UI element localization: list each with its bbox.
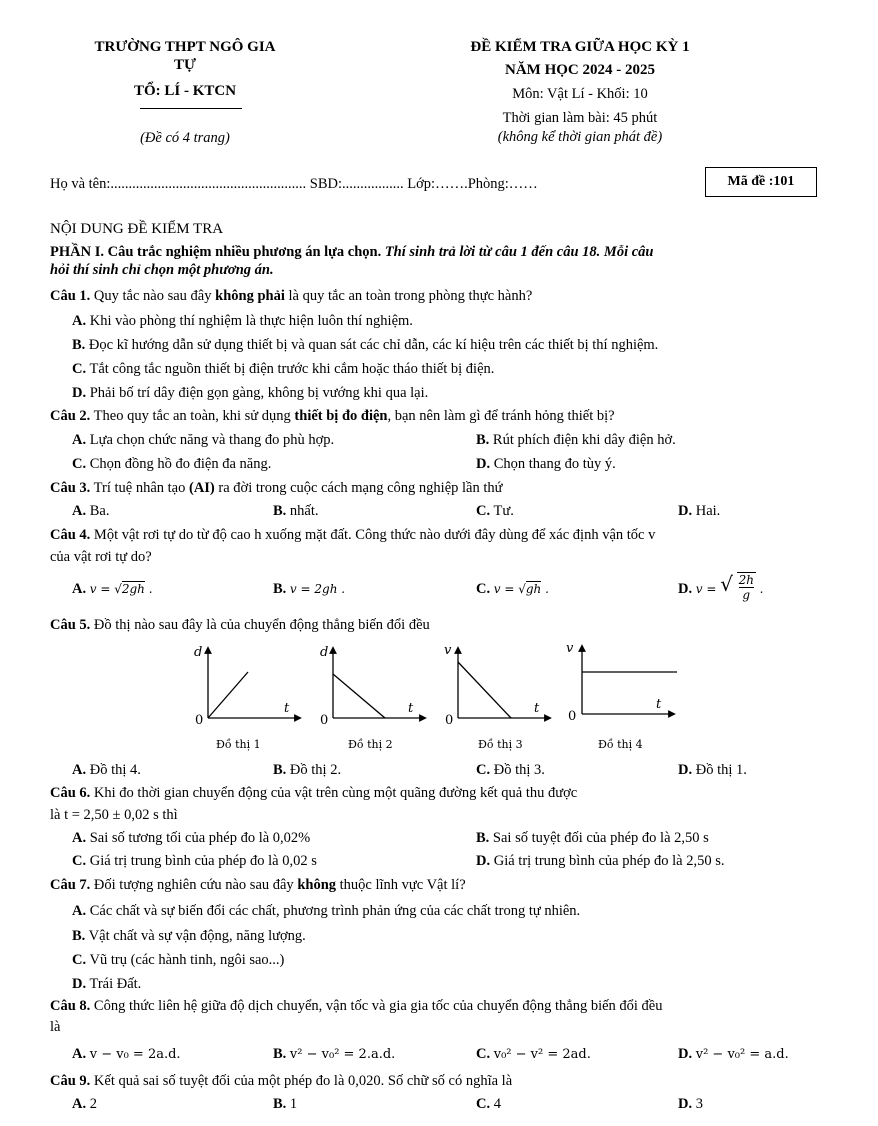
q6-option-b[interactable]: B. Sai số tuyệt đối của phép đo là 2,50 s (476, 830, 709, 846)
student-name-field[interactable]: Họ và tên:...................................................... (50, 176, 307, 192)
dept-underline (140, 108, 242, 109)
q5-option-b[interactable]: B. Đồ thị 2. (273, 762, 342, 778)
class-field[interactable]: Lớp:……. (407, 176, 468, 192)
school-name-line2: TỰ (174, 57, 196, 73)
q1-option-c[interactable]: C. Tắt công tắc nguồn thiết bị điện trước khi cắm hoặc tháo thiết bị điện. (72, 361, 495, 377)
graph-4-origin: 0 (568, 709, 577, 724)
q8-option-d[interactable]: D. v² − v₀² = a.d. (678, 1046, 789, 1062)
room-field[interactable]: Phòng:…… (467, 176, 538, 192)
q9-option-d[interactable]: D. 3 (678, 1096, 703, 1112)
q9-option-b[interactable]: B. 1 (273, 1096, 298, 1112)
graph-2-x-label: t (408, 701, 414, 716)
q5-graphs (190, 638, 690, 758)
question-2: Câu 2. Theo quy tắc an toàn, khi sử dụng thiết bị đo điện, bạn nên làm gì để tránh hỏng thiết bị? (50, 408, 615, 424)
part1-heading: PHẦN I. Câu trắc nghiệm nhiều phương án lựa chọn. Thí sinh trả lời từ câu 1 đến câu 18. Mỗi câu (50, 244, 654, 260)
graph-1-x-label: t (284, 701, 290, 716)
sbd-field[interactable]: SBD:................. (309, 176, 404, 192)
content-title: NỘI DUNG ĐỀ KIỂM TRA (50, 221, 224, 237)
graph-2 (320, 645, 423, 751)
school-name-line1: TRƯỜNG THPT NGÔ GIA (94, 39, 276, 55)
q9-option-c[interactable]: C. 4 (476, 1096, 501, 1112)
graph-4 (566, 641, 677, 751)
graph-4-y-label: v (566, 641, 574, 656)
department: TỔ: LÍ - KTCN (133, 83, 237, 99)
graph-3-origin: 0 (445, 713, 454, 728)
q2-option-b[interactable]: B. Rút phích điện khi dây điện hở. (476, 432, 676, 448)
exam-title: ĐỀ KIỂM TRA GIỮA HỌC KỲ 1 (470, 39, 690, 55)
question-5: Câu 5. Đồ thị nào sau đây là của chuyển động thẳng biến đổi đều (50, 617, 430, 633)
q6-option-d[interactable]: D. Giá trị trung bình của phép đo là 2,50 s. (476, 853, 725, 869)
q8-option-b[interactable]: B. v² − v₀² = 2.a.d. (273, 1046, 396, 1062)
exam-time: Thời gian làm bài: 45 phút (502, 110, 658, 126)
q2-option-d[interactable]: D. Chọn thang đo tùy ý. (476, 456, 616, 472)
graph-3-y-label: v (444, 643, 452, 658)
question-6-cont: là t = 2,50 ± 0,02 s thì (50, 807, 178, 823)
q1-option-d[interactable]: D. Phải bố trí dây điện gọn gàng, không bị vướng khi qua lại. (72, 385, 429, 401)
q8-option-c[interactable]: C. v₀² − v² = 2ad. (476, 1046, 591, 1062)
q1-option-b[interactable]: B. Đọc kĩ hướng dẫn sử dụng thiết bị và quan sát các chỉ dẫn, các kí hiệu trên các thiết bị thí nghiệm. (72, 337, 659, 353)
q5-option-c[interactable]: C. Đồ thị 3. (476, 762, 545, 778)
question-4: Câu 4. Một vật rơi tự do từ độ cao h xuống mặt đất. Công thức nào dưới đây dùng để xác định vận tốc v (50, 527, 656, 543)
pages-note: (Đề có 4 trang) (140, 130, 230, 146)
question-9: Câu 9. Kết quả sai số tuyệt đối của một phép đo là 0,020. Số chữ số có nghĩa là (50, 1073, 513, 1089)
graph-4-x-label: t (656, 697, 662, 712)
q8-option-a[interactable]: A. v − v₀ = 2a.d. (72, 1046, 181, 1062)
q7-option-d[interactable]: D. Trái Đất. (72, 976, 142, 992)
question-6: Câu 6. Khi đo thời gian chuyển động của vật trên cùng một quãng đường kết quả thu được (50, 785, 578, 801)
question-8: Câu 8. Công thức liên hệ giữa độ dịch chuyển, vận tốc và gia gia tốc của chuyển động thẳng biến đổi đều (50, 998, 663, 1014)
q5-option-a[interactable]: A. Đồ thị 4. (72, 762, 141, 778)
q4-option-a[interactable]: A. v = √2gh . (72, 581, 153, 597)
q2-option-c[interactable]: C. Chọn đồng hồ đo điện đa năng. (72, 456, 272, 472)
question-8-cont: là (50, 1019, 61, 1035)
graph-3-caption: Đồ thị 3 (478, 738, 523, 751)
question-1: Câu 1. Quy tắc nào sau đây không phải là quy tắc an toàn trong phòng thực hành? (50, 288, 533, 304)
q2-option-a[interactable]: A. Lựa chọn chức năng và thang đo phù hợp. (72, 432, 335, 448)
q7-option-c[interactable]: C. Vũ trụ (các hành tinh, ngôi sao...) (72, 952, 285, 968)
q7-option-b[interactable]: B. Vật chất và sự vận động, năng lượng. (72, 928, 306, 944)
question-4-cont: của vật rơi tự do? (50, 549, 152, 565)
graph-4-caption: Đồ thị 4 (598, 738, 643, 751)
graph-1 (194, 645, 298, 751)
q3-option-c[interactable]: C. Tư. (476, 503, 514, 519)
student-info-line (50, 176, 538, 193)
q4-option-b[interactable]: B. v = 2gh . (273, 581, 346, 597)
q4-option-c[interactable]: C. v = √gh . (476, 581, 549, 597)
subject: Môn: Vật Lí - Khối: 10 (512, 86, 648, 102)
graph-1-origin: 0 (195, 713, 204, 728)
question-3: Câu 3. Trí tuệ nhân tạo (AI) ra đời trong cuộc cách mạng công nghiệp lần thứ (50, 480, 503, 496)
q4-option-d[interactable]: D. $_{v =}$ √ $\frac{2h}{g}$ $_.$ (678, 572, 764, 602)
part1-instruction: hỏi thí sinh chỉ chọn một phương án. (50, 262, 274, 278)
q7-option-a[interactable]: A. Các chất và sự biến đổi các chất, phương trình phản ứng của các chất trong tự nhiên. (72, 903, 581, 919)
graph-1-caption: Đồ thị 1 (216, 738, 261, 751)
graph-3 (444, 643, 548, 751)
exam-time-note: (không kể thời gian phát đề) (497, 129, 663, 145)
q3-option-d[interactable]: D. Hai. (678, 503, 721, 519)
graph-2-origin: 0 (320, 713, 329, 728)
graph-2-y-label: d (320, 645, 329, 660)
q9-option-a[interactable]: A. 2 (72, 1096, 97, 1112)
q3-option-b[interactable]: B. nhất. (273, 503, 319, 519)
school-year: NĂM HỌC 2024 - 2025 (505, 62, 655, 78)
question-7: Câu 7. Đối tượng nghiên cứu nào sau đây không thuộc lĩnh vực Vật lí? (50, 877, 466, 893)
q5-option-d[interactable]: D. Đồ thị 1. (678, 762, 747, 778)
q3-option-a[interactable]: A. Ba. (72, 503, 110, 519)
q6-option-a[interactable]: A. Sai số tương tối của phép đo là 0,02% (72, 830, 311, 846)
graph-1-y-label: d (194, 645, 203, 660)
graph-2-caption: Đồ thị 2 (348, 738, 393, 751)
graph-3-x-label: t (534, 701, 540, 716)
exam-code-box: Mã đề :101 (705, 167, 817, 197)
q6-option-c[interactable]: C. Giá trị trung bình của phép đo là 0,02 s (72, 853, 317, 869)
q1-option-a[interactable]: A. Khi vào phòng thí nghiệm là thực hiện luôn thí nghiệm. (72, 313, 413, 329)
